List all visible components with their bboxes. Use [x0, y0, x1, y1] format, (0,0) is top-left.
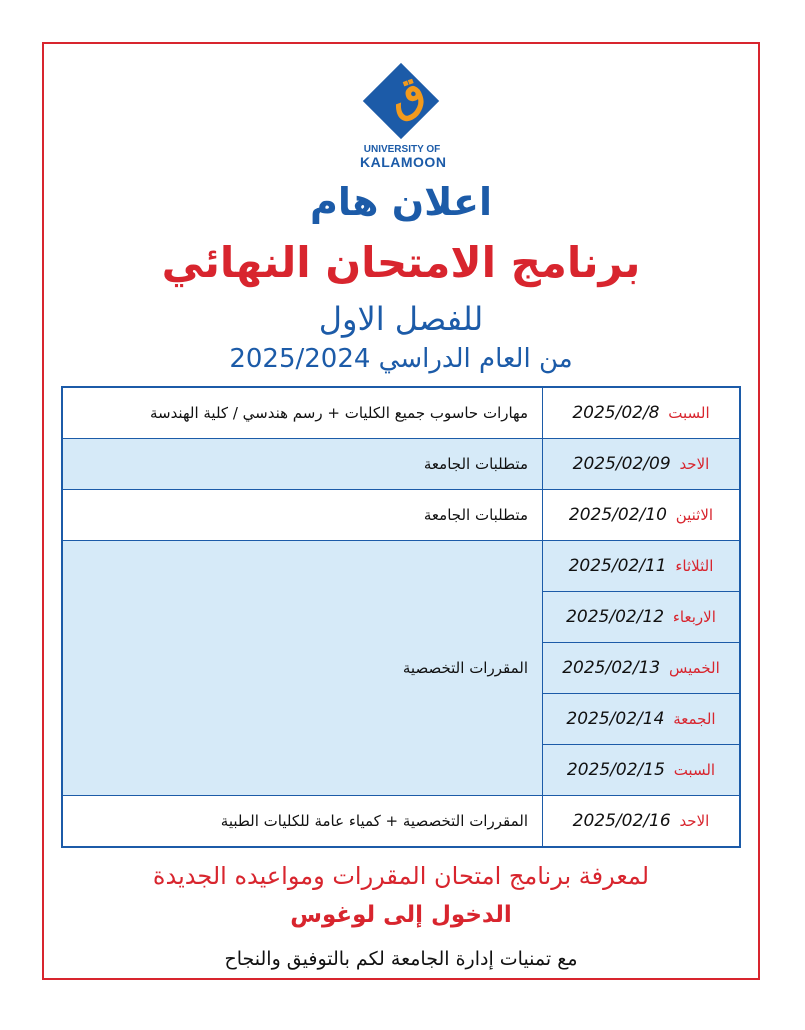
date-cell: [543, 592, 741, 643]
date-cell: [543, 694, 741, 745]
table-row: [62, 387, 740, 439]
date-value: 2025/02/10: [568, 505, 667, 525]
day-label: السبت: [673, 761, 716, 779]
subject-cell: المقررات التخصصية + كمياء عامة للكليات الطبية: [62, 796, 543, 848]
date-value: 2025/02/13: [562, 658, 661, 678]
footer-wishes-line: مع تمنيات إدارة الجامعة لكم بالتوفيق والنجاح: [224, 948, 578, 970]
day-label: السبت: [668, 404, 710, 422]
date-value: 2025/02/16: [572, 811, 671, 831]
day-label: الاحد: [679, 812, 710, 830]
date-cell: [543, 796, 741, 848]
subject-cell: متطلبات الجامعة: [62, 490, 543, 541]
date-value: 2025/02/11: [568, 556, 667, 576]
table-row: [62, 541, 740, 592]
day-label: الاحد: [679, 455, 710, 473]
program-title: برنامج الامتحان النهائي: [161, 238, 641, 287]
day-label: الاربعاء: [672, 608, 716, 626]
semester-title: للفصل الاول: [318, 300, 484, 338]
day-label: الاثنين: [675, 506, 714, 524]
date-cell: [543, 439, 741, 490]
year-title: من العام الدراسي 2025/2024: [229, 344, 573, 374]
date-value: 2025/02/12: [566, 607, 665, 627]
date-value: 2025/02/15: [566, 760, 665, 780]
logo-line2: KALAMOON: [360, 154, 447, 170]
date-cell: [543, 643, 741, 694]
date-value: 2025/02/14: [566, 709, 665, 729]
university-logo: [360, 65, 447, 170]
subject-cell: مهارات حاسوب جميع الكليات + رسم هندسي / كلية الهندسة: [62, 387, 543, 439]
day-label: الخميس: [669, 659, 720, 677]
logo-line1: UNIVERSITY OF: [363, 144, 441, 155]
footer-logos-line: الدخول إلى لوغوس: [290, 902, 512, 928]
day-label: الجمعة: [673, 710, 716, 728]
day-label: الثلاثاء: [675, 557, 714, 575]
table-row: [62, 796, 740, 848]
date-value: 2025/02/09: [572, 454, 671, 474]
date-cell: [543, 745, 741, 796]
subject-cell: متطلبات الجامعة: [62, 439, 543, 490]
date-cell: [543, 387, 741, 439]
date-value: 2025/02/8: [572, 403, 660, 423]
subject-cell-merged: المقررات التخصصية: [62, 541, 543, 796]
exam-schedule-table: [61, 386, 741, 848]
date-cell: [543, 490, 741, 541]
footer-info-line: لمعرفة برنامج امتحان المقررات ومواعيده الجديدة: [152, 862, 650, 890]
date-cell: [543, 541, 741, 592]
announcement-title: اعلان هام: [310, 180, 492, 224]
table-row: [62, 439, 740, 490]
logo-calligraphy-icon: ق: [382, 65, 432, 126]
table-row: [62, 490, 740, 541]
